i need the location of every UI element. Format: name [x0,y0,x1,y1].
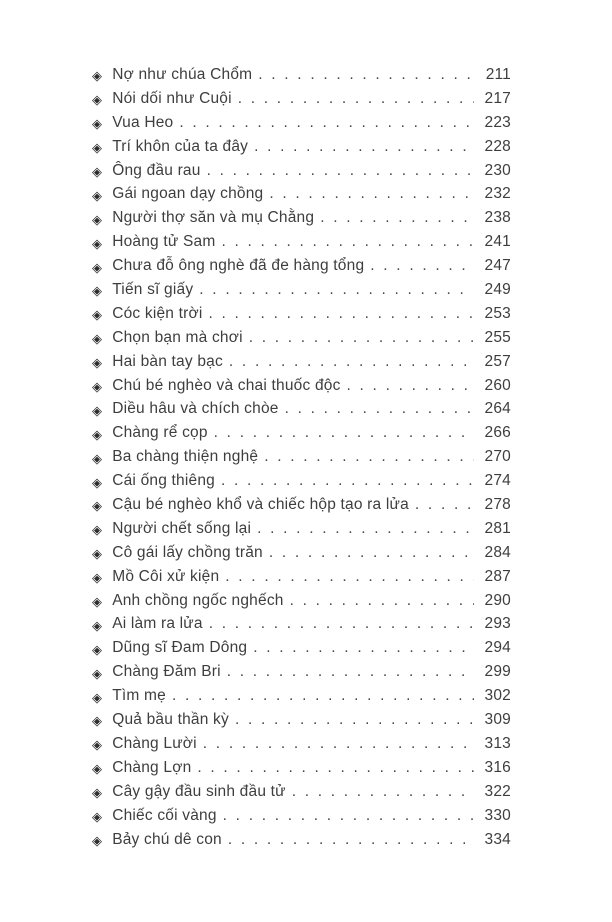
toc-entry[interactable] [92,544,511,568]
toc-entry[interactable] [92,305,511,329]
diamond-bullet-icon: ◈ [92,69,103,85]
toc-entry-page-number: 249 [484,281,511,299]
toc-entry-page-number: 299 [484,663,511,681]
toc-entry-title: Người chết sống lại [112,519,252,537]
toc-entry-title: Hoàng tử Sam [112,233,216,251]
dot-leader [285,400,474,418]
dot-leader [228,831,474,849]
toc-entry-title: Cậu bé nghèo khổ và chiếc hộp tạo ra lửa [112,496,409,514]
toc-entry-page-number: 247 [484,257,511,275]
toc-entry[interactable] [92,687,511,711]
dot-leader [203,735,474,753]
toc-entry-title: Chiếc cối vàng [112,806,217,824]
dot-leader [320,209,474,227]
dot-leader [254,138,474,156]
toc-entry[interactable] [92,138,511,162]
toc-entry-title: Ông đầu rau [112,161,201,179]
dot-leader [249,329,474,347]
dot-leader [225,568,474,586]
toc-entry-page-number: 313 [484,734,511,752]
toc-entry-title: Chú bé nghèo và chai thuốc độc [112,376,341,394]
dot-leader [214,424,474,442]
toc-entry-page-number: 264 [484,400,511,418]
dot-leader [238,90,474,108]
dot-leader [221,233,474,251]
dot-leader [264,448,474,466]
toc-entry[interactable] [92,568,511,592]
toc-entry-page-number: 322 [484,782,511,800]
toc-entry-page-number: 287 [484,567,511,585]
toc-entry[interactable] [92,615,511,639]
toc-entry-title: Dũng sĩ Đam Dông [112,639,248,657]
dot-leader [197,759,474,777]
diamond-bullet-icon: ◈ [92,284,103,300]
toc-entry[interactable] [92,663,511,687]
dot-leader [209,615,474,633]
dot-leader [253,639,474,657]
toc-entry-title: Tiến sĩ giấy [112,281,194,299]
diamond-bullet-icon: ◈ [92,403,103,419]
toc-entry-page-number: 281 [484,519,511,537]
dot-leader [235,711,474,729]
diamond-bullet-icon: ◈ [92,451,103,467]
diamond-bullet-icon: ◈ [92,714,103,730]
diamond-bullet-icon: ◈ [92,571,103,587]
toc-entry-title: Mồ Côi xử kiện [112,567,220,585]
toc-entry-title: Cái ống thiêng [112,472,215,490]
toc-entry[interactable] [92,592,511,616]
toc-entry[interactable] [92,639,511,663]
toc-entry[interactable] [92,162,511,186]
diamond-bullet-icon: ◈ [92,141,103,157]
toc-entry-title: Bảy chú dê con [112,830,222,848]
toc-entry-title: Cây gậy đầu sinh đầu tử [112,782,286,800]
toc-entry[interactable] [92,496,511,520]
toc-entry[interactable] [92,66,511,90]
toc-entry[interactable] [92,281,511,305]
diamond-bullet-icon: ◈ [92,690,103,706]
diamond-bullet-icon: ◈ [92,666,103,682]
toc-entry-page-number: 232 [484,185,511,203]
toc-entry[interactable] [92,329,511,353]
toc-entry[interactable] [92,711,511,735]
toc-entry[interactable] [92,424,511,448]
toc-entry[interactable] [92,257,511,281]
toc-entry-title: Vua Heo [112,113,174,131]
toc-entry-title: Nợ như chúa Chổm [112,66,253,83]
toc-entry-page-number: 238 [484,209,511,227]
diamond-bullet-icon: ◈ [92,93,103,109]
toc-entry-page-number: 270 [484,448,511,466]
toc-entry[interactable] [92,472,511,496]
toc-entry-title: Diều hâu và chích chòe [112,400,279,418]
toc-entry-title: Cô gái lấy chồng trăn [112,543,263,561]
toc-entry[interactable] [92,783,511,807]
toc-entry-page-number: 302 [484,687,511,705]
dot-leader [370,257,474,275]
toc-entry-page-number: 230 [484,161,511,179]
toc-entry-title: Quả bầu thần kỳ [112,711,229,729]
toc-entry-title: Ai làm ra lửa [112,615,203,633]
dot-leader [227,663,474,681]
diamond-bullet-icon: ◈ [92,618,103,634]
dot-leader [269,185,474,203]
diamond-bullet-icon: ◈ [92,475,103,491]
diamond-bullet-icon: ◈ [92,165,103,180]
diamond-bullet-icon: ◈ [92,332,103,348]
toc-list [92,66,511,854]
diamond-bullet-icon: ◈ [92,810,103,826]
toc-entry[interactable] [92,353,511,377]
toc-entry-page-number: 334 [484,830,511,848]
dot-leader [258,66,474,84]
toc-entry-title: Hai bàn tay bạc [112,352,223,370]
dot-leader [269,544,474,562]
diamond-bullet-icon: ◈ [92,762,103,778]
dot-leader [415,496,474,514]
toc-entry-title: Anh chồng ngốc nghếch [112,591,284,609]
toc-entry[interactable] [92,185,511,209]
toc-entry-page-number: 257 [484,352,511,370]
diamond-bullet-icon: ◈ [92,188,103,204]
toc-entry[interactable] [92,114,511,138]
diamond-bullet-icon: ◈ [92,833,103,849]
toc-entry[interactable] [92,807,511,831]
toc-entry-title: Trí khôn của ta đây [112,137,249,155]
toc-entry-page-number: 211 [485,66,511,83]
toc-entry-page-number: 290 [484,591,511,609]
toc-entry[interactable] [92,735,511,759]
toc-entry[interactable] [92,209,511,233]
toc-entry-page-number: 284 [484,543,511,561]
toc-entry-title: Cóc kiện trời [112,304,203,322]
dot-leader [257,520,474,538]
diamond-bullet-icon: ◈ [92,260,103,276]
toc-entry-page-number: 316 [484,758,511,776]
diamond-bullet-icon: ◈ [92,642,103,658]
toc-entry-page-number: 274 [484,472,511,490]
toc-entry-page-number: 278 [484,496,511,514]
toc-entry-page-number: 309 [484,711,511,729]
toc-entry-page-number: 260 [484,376,511,394]
toc-entry[interactable] [92,90,511,114]
diamond-bullet-icon: ◈ [92,236,103,252]
toc-entry-title: Chàng Lợn [112,758,192,776]
toc-entry-title: Chàng Đăm Bri [112,663,221,681]
diamond-bullet-icon: ◈ [92,738,103,754]
diamond-bullet-icon: ◈ [92,595,103,611]
toc-entry-page-number: 255 [484,328,511,346]
dot-leader [179,114,474,132]
toc-entry-page-number: 294 [484,639,511,657]
diamond-bullet-icon: ◈ [92,212,103,228]
toc-entry-title: Chàng Lười [112,734,197,752]
diamond-bullet-icon: ◈ [92,547,103,563]
toc-entry-page-number: 228 [484,137,511,155]
diamond-bullet-icon: ◈ [92,308,103,324]
diamond-bullet-icon: ◈ [92,427,103,443]
dot-leader [172,687,474,705]
toc-entry-title: Chưa đỗ ông nghè đã đe hàng tổng [112,257,365,275]
toc-entry-title: Chàng rể cọp [112,424,208,442]
dot-leader [292,783,474,801]
diamond-bullet-icon: ◈ [92,117,103,133]
toc-entry[interactable] [92,377,511,401]
toc-entry-page-number: 253 [484,304,511,322]
dot-leader [199,281,474,299]
diamond-bullet-icon: ◈ [92,786,103,802]
dot-leader [347,377,474,395]
toc-entry[interactable] [92,520,511,544]
toc-entry[interactable] [92,759,511,783]
dot-leader [207,162,474,180]
dot-leader [209,305,475,323]
toc-entry-title: Tìm mẹ [112,687,166,705]
dot-leader [229,353,474,371]
diamond-bullet-icon: ◈ [92,499,103,515]
toc-entry[interactable] [92,400,511,424]
toc-entry-page-number: 217 [484,89,511,107]
diamond-bullet-icon: ◈ [92,380,103,396]
toc-entry-page-number: 330 [484,806,511,824]
toc-entry-title: Ba chàng thiện nghệ [112,448,259,466]
dot-leader [221,472,474,490]
toc-entry-page-number: 266 [484,424,511,442]
toc-entry-title: Chọn bạn mà chơi [112,328,243,346]
toc-entry-page-number: 241 [484,233,511,251]
toc-entry-title: Gái ngoan dạy chồng [112,185,264,203]
toc-entry[interactable] [92,831,511,855]
toc-entry-title: Nói dối như Cuội [112,89,232,107]
diamond-bullet-icon: ◈ [92,523,103,539]
diamond-bullet-icon: ◈ [92,356,103,372]
dot-leader [290,592,474,610]
toc-entry-page-number: 223 [484,113,511,131]
dot-leader [223,807,474,825]
toc-entry[interactable] [92,233,511,257]
toc-entry[interactable] [92,448,511,472]
toc-entry-title: Người thợ săn và mụ Chằng [112,209,315,227]
toc-entry-page-number: 293 [484,615,511,633]
